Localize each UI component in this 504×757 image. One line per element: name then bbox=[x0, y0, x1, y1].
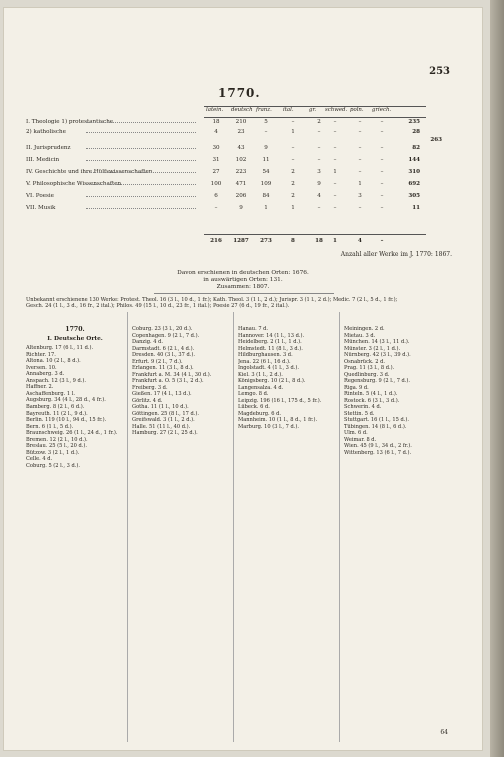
page-number: 253 bbox=[429, 66, 450, 77]
cell-value: 4 bbox=[317, 193, 321, 199]
subtotal-row bbox=[26, 136, 446, 146]
column-total: 8 bbox=[291, 238, 295, 244]
place-entry: Iversen. 10. bbox=[26, 364, 57, 371]
cell-value: – bbox=[317, 157, 321, 163]
cell-value: 84 bbox=[262, 193, 270, 199]
cell-value: – bbox=[291, 119, 295, 125]
place-entry: Bayreuth. 11 (2 l., 9 d.). bbox=[26, 410, 88, 417]
cell-value: 18 bbox=[212, 119, 220, 125]
row-total: 11 bbox=[412, 205, 420, 211]
cell-value: – bbox=[333, 181, 337, 187]
bottom-number: 64 bbox=[440, 729, 448, 736]
place-entry: Bremen. 12 (2 l., 10 d.). bbox=[26, 436, 88, 443]
place-entry: Nürnberg. 42 (3 l., 39 d.). bbox=[344, 352, 411, 359]
erschienen-line3: Zusammen: 1807. bbox=[216, 284, 270, 290]
place-entry: Regensburg. 9 (2 l., 7 d.). bbox=[344, 378, 411, 385]
sum-rule bbox=[204, 234, 426, 235]
place-entry: Lübeck. 6 d. bbox=[238, 404, 270, 411]
place-entry: Dresden. 40 (3 l., 37 d.). bbox=[132, 352, 195, 359]
place-entry: München. 14 (3 l., 11 d.). bbox=[344, 339, 410, 346]
row-total: 235 bbox=[408, 119, 420, 125]
page-edge bbox=[490, 0, 504, 757]
place-entry: Augsburg. 34 (4 l., 28 d., 4 fr.). bbox=[26, 397, 106, 404]
cell-value: – bbox=[333, 129, 337, 135]
cell-value: 9 bbox=[317, 181, 321, 187]
notes bbox=[26, 297, 466, 310]
place-entry: Greifswald. 3 (1 l., 2 d.). bbox=[132, 417, 195, 424]
place-entry: Schwerin. 4 d. bbox=[344, 404, 382, 411]
column-total: 1 bbox=[333, 238, 337, 244]
place-entry: Ulm. 6 d. bbox=[344, 430, 368, 437]
place-entry: Wittenberg. 13 (6 l., 7 d.). bbox=[344, 449, 412, 456]
summary-row bbox=[26, 204, 446, 214]
cell-value: – bbox=[317, 145, 321, 151]
cell-value: 223 bbox=[235, 169, 247, 175]
summary-row bbox=[26, 168, 446, 178]
place-entry: Celle. 4 d. bbox=[26, 456, 53, 463]
place-entry: Hanau. 7 d. bbox=[238, 326, 269, 332]
column-2 bbox=[132, 326, 230, 437]
totals-row bbox=[26, 237, 446, 247]
cell-value: – bbox=[333, 119, 337, 125]
column-4 bbox=[344, 326, 442, 456]
place-entry: Stuttgart. 16 (1 l., 15 d.). bbox=[344, 417, 409, 424]
cell-value: 3 bbox=[317, 169, 321, 175]
cell-value: – bbox=[317, 129, 321, 135]
column-total: 273 bbox=[260, 238, 272, 244]
erschienen-line1: Davon erschienen in deutschen Orten: 1676. bbox=[177, 270, 309, 276]
cell-value: 5 bbox=[264, 119, 268, 125]
place-entry: Danzig. 4 d. bbox=[132, 339, 163, 346]
cell-value: – bbox=[333, 157, 337, 163]
erschienen-line2: in auswärtigen Orten: 131. bbox=[203, 277, 283, 283]
place-entry: Osnabrück. 2 d. bbox=[344, 358, 386, 365]
place-entry: Haffner. 2. bbox=[26, 384, 54, 391]
summary-row bbox=[26, 156, 446, 166]
row-total: 305 bbox=[408, 193, 420, 199]
cell-value: – bbox=[358, 129, 362, 135]
leader-dots bbox=[86, 132, 196, 133]
row-label: VI. Poesie bbox=[26, 193, 54, 199]
place-entry: Freiberg. 3 d. bbox=[132, 384, 168, 391]
total-count: Anzahl aller Werke im J. 1770: 1867. bbox=[340, 251, 452, 258]
cell-value: – bbox=[380, 193, 384, 199]
place-entry: Kiel. 3 (1 l., 2 d.). bbox=[238, 371, 283, 378]
place-entry: Erfurt. 9 (2 l., 7 d.). bbox=[132, 358, 183, 365]
col-header: deutsch bbox=[231, 107, 253, 113]
place-entry: Wien. 45 (9 l., 34 d., 2 fr.). bbox=[344, 443, 412, 450]
cell-value: 43 bbox=[237, 145, 245, 151]
cell-value: 1 bbox=[291, 129, 295, 135]
place-entry: Berlin. 119 (10 l., 94 d., 15 fr.). bbox=[26, 417, 107, 424]
cell-value: – bbox=[358, 145, 362, 151]
column-total: 1287 bbox=[233, 238, 249, 244]
place-entry: Erlangen. 11 (3 l., 8 d.). bbox=[132, 365, 194, 372]
cell-value: 1 bbox=[333, 169, 337, 175]
cell-value: – bbox=[291, 157, 295, 163]
place-entry: Frankfurt a. M. 34 (4 l., 30 d.). bbox=[132, 371, 212, 378]
cell-value: 102 bbox=[235, 157, 247, 163]
place-entry: Richter. 17. bbox=[26, 351, 56, 358]
cell-value: – bbox=[380, 205, 384, 211]
summary-row bbox=[26, 192, 446, 202]
column-divider bbox=[127, 312, 128, 742]
place-entry: Helmstedt. 11 (8 l., 3 d.). bbox=[238, 345, 303, 352]
cell-value: – bbox=[380, 169, 384, 175]
place-entry: Marburg. 10 (3 l., 7 d.). bbox=[238, 423, 299, 430]
note-line: Gesch. 24 (1 l., 3 d., 16 fr., 2 ital.); Philos. 49 (15 l., 10 d., 23 fr., 1 ital.); Poesie 27 (6 d., 19 fr., 2 ital.). bbox=[26, 303, 290, 310]
divider bbox=[154, 293, 334, 294]
cell-value: 210 bbox=[235, 119, 247, 125]
cell-value: – bbox=[214, 205, 218, 211]
column-divider bbox=[339, 312, 340, 742]
summary-row bbox=[26, 118, 446, 128]
cell-value: 2 bbox=[317, 119, 321, 125]
col-header: franz. bbox=[256, 107, 272, 113]
cell-value: 23 bbox=[237, 129, 245, 135]
place-entry: Hannover. 14 (1 l., 13 d.). bbox=[238, 332, 305, 339]
cell-value: 471 bbox=[235, 181, 247, 187]
cell-value: 109 bbox=[260, 181, 272, 187]
row-label: 2) katholische bbox=[26, 129, 66, 135]
place-entry: Breslau. 25 (5 l., 20 d.). bbox=[26, 443, 88, 450]
place-entry: Coburg. 23 (3 l., 20 d.). bbox=[132, 326, 193, 332]
place-entry: Tübingen. 14 (8 l., 6 d.). bbox=[344, 423, 407, 430]
note-line: Unbekannt erschienene 130 Werke: Protest. Theol. 16 (3 l., 10 d., 1 fr.); Kath. Theol. 3 (1 l., 2 d.); Jurispr. 3 (1 l., 2 d.); Medic. 7 (2 l., 5 d., 1 fr.); bbox=[26, 297, 398, 303]
place-entry: Weimar. 8 d. bbox=[344, 436, 377, 443]
place-entry: Königsberg. 10 (2 l., 8 d.). bbox=[238, 378, 306, 385]
place-entry: Bützow. 3 (2 l., 1 d.). bbox=[26, 449, 80, 456]
cell-value: 31 bbox=[212, 157, 220, 163]
cell-value: 9 bbox=[264, 145, 268, 151]
place-entry: Annaberg. 3 d. bbox=[26, 371, 65, 378]
place-entry: Stettin. 5 d. bbox=[344, 410, 375, 417]
cell-value: – bbox=[317, 205, 321, 211]
row-total: 144 bbox=[408, 157, 420, 163]
row-label: IV. Geschichte und ihre Hülfswissenschaften bbox=[26, 169, 153, 175]
row-total: 310 bbox=[408, 169, 420, 175]
row-total: 82 bbox=[412, 145, 420, 151]
place-entry: Braunschweig. 26 (1 l., 24 d., 1 fr.). bbox=[26, 430, 118, 437]
cell-value: – bbox=[358, 119, 362, 125]
cell-value: 206 bbox=[235, 193, 247, 199]
col-header: poln. bbox=[350, 107, 364, 113]
leader-dots bbox=[86, 208, 196, 209]
place-entry: Leipzig. 196 (16 l., 175 d., 5 fr.). bbox=[238, 397, 322, 404]
place-entry: Prag. 11 (3 l., 8 d.). bbox=[344, 365, 395, 372]
cell-value: – bbox=[380, 157, 384, 163]
cell-value: – bbox=[291, 145, 295, 151]
leader-dots bbox=[86, 160, 196, 161]
place-entry: Gießen. 17 (4 l., 13 d.). bbox=[132, 391, 192, 398]
cell-value: 6 bbox=[214, 193, 218, 199]
place-entry: Riga. 9 d. bbox=[344, 384, 369, 391]
place-entry: Altenburg. 17 (6 l., 11 d.). bbox=[26, 345, 94, 352]
col-header: griech. bbox=[372, 107, 392, 113]
subtotal-value: 263 bbox=[430, 137, 442, 143]
leader-dots bbox=[86, 148, 196, 149]
cell-value: – bbox=[358, 205, 362, 211]
column-3 bbox=[238, 326, 336, 430]
place-entry: Halle. 51 (11 l., 40 d.). bbox=[132, 423, 191, 430]
cell-value: 54 bbox=[262, 169, 270, 175]
leader-dots bbox=[86, 122, 196, 123]
cell-value: 2 bbox=[291, 193, 295, 199]
place-entry: Mietau. 3 d. bbox=[344, 332, 376, 339]
cell-value: 27 bbox=[212, 169, 220, 175]
row-label: V. Philosophische Wissenschaften bbox=[26, 181, 122, 187]
leader-dots bbox=[86, 172, 196, 173]
cell-value: – bbox=[358, 169, 362, 175]
place-entry: Aschaffenburg. 1 l. bbox=[26, 390, 75, 397]
place-entry: Jena. 22 (6 l., 16 d.). bbox=[238, 358, 291, 365]
place-entry: Mannheim. 10 (1 l., 8 d., 1 fr.). bbox=[238, 417, 318, 424]
cell-value: 100 bbox=[210, 181, 222, 187]
column-total: 216 bbox=[210, 238, 222, 244]
column-divider bbox=[233, 312, 234, 742]
row-label: II. Jurisprudenz bbox=[26, 145, 71, 151]
summary-header bbox=[204, 106, 426, 118]
place-entry: Rostock. 6 (3 l., 3 d.). bbox=[344, 397, 400, 404]
cell-value: 1 bbox=[358, 181, 362, 187]
place-entry: Anspach. 12 (3 l., 9 d.). bbox=[26, 377, 87, 384]
column-1 bbox=[26, 312, 124, 469]
place-entry: Coburg. 5 (2 l., 3 d.). bbox=[26, 462, 80, 469]
col-header: ital. bbox=[283, 107, 294, 113]
cell-value: 1 bbox=[264, 205, 268, 211]
column-subheading: I. Deutsche Orte. bbox=[47, 335, 103, 342]
place-entry: Bern. 6 (1 l., 5 d.). bbox=[26, 423, 74, 430]
year-heading: 1770. bbox=[218, 86, 261, 100]
place-entry: Langensalza. 4 d. bbox=[238, 384, 284, 391]
place-entry: Meiningen. 2 d. bbox=[344, 326, 385, 332]
cell-value: – bbox=[333, 205, 337, 211]
cell-value: 30 bbox=[212, 145, 220, 151]
col-header: gr. bbox=[309, 107, 317, 113]
column-total: – bbox=[380, 238, 384, 244]
leader-dots bbox=[86, 184, 196, 185]
place-entry: Rinteln. 5 (4 l., 1 d.). bbox=[344, 391, 398, 398]
cell-value: – bbox=[358, 157, 362, 163]
cell-value: – bbox=[333, 145, 337, 151]
cell-value: – bbox=[380, 181, 384, 187]
row-total: 28 bbox=[412, 129, 420, 135]
cell-value: – bbox=[264, 129, 268, 135]
cell-value: – bbox=[380, 129, 384, 135]
place-entry: Darmstadt. 6 (2 l., 4 d.). bbox=[132, 345, 195, 352]
place-entry: Bamberg. 8 (2 l., 6 d.). bbox=[26, 403, 85, 410]
place-entry: Görlitz. 4 d. bbox=[132, 397, 163, 404]
row-total: 692 bbox=[408, 181, 420, 187]
place-entry: Quedlinburg. 3 d. bbox=[344, 371, 390, 378]
place-entry: Hamburg. 27 (2 l., 25 d.). bbox=[132, 430, 198, 437]
book-page bbox=[4, 8, 482, 750]
col-header: latein. bbox=[206, 107, 224, 113]
place-entry: Magdeburg. 6 d. bbox=[238, 410, 282, 417]
column-total: 4 bbox=[358, 238, 362, 244]
row-label: VII. Musik bbox=[26, 205, 56, 211]
cell-value: – bbox=[380, 119, 384, 125]
place-entry: Frankfurt a. O. 5 (3 l., 2 d.). bbox=[132, 378, 204, 385]
place-entry: Copenhagen. 9 (2 l., 7 d.). bbox=[132, 332, 200, 339]
leader-dots bbox=[86, 196, 196, 197]
place-entry: Altona. 10 (2 l., 8 d.). bbox=[26, 358, 81, 365]
cell-value: 9 bbox=[239, 205, 243, 211]
cell-value: – bbox=[380, 145, 384, 151]
row-label: III. Medicin bbox=[26, 157, 60, 163]
row-label: I. Theologie 1) protestantische bbox=[26, 119, 114, 125]
column-heading: 1770. bbox=[65, 326, 85, 333]
place-entry: Ingolstadt. 4 (1 l., 3 d.). bbox=[238, 365, 300, 372]
column-total: 18 bbox=[315, 238, 323, 244]
summary-row bbox=[26, 180, 446, 190]
col-header: schwed. bbox=[325, 107, 348, 113]
cell-value: 2 bbox=[291, 169, 295, 175]
place-entry: Göttingen. 25 (8 l., 17 d.). bbox=[132, 410, 199, 417]
cell-value: 3 bbox=[358, 193, 362, 199]
cell-value: 1 bbox=[291, 205, 295, 211]
cell-value: – bbox=[333, 193, 337, 199]
cell-value: 11 bbox=[262, 157, 270, 163]
place-entry: Heidelberg. 2 (1 l., 1 d.). bbox=[238, 339, 302, 346]
place-entry: Gotha. 11 (1 l., 10 d.). bbox=[132, 404, 189, 411]
place-entry: Münster. 3 (2 l., 1 d.). bbox=[344, 345, 401, 352]
place-entry: Lemgo. 8 d. bbox=[238, 391, 269, 398]
place-entry: Hildburghausen. 3 d. bbox=[238, 352, 293, 359]
cell-value: 4 bbox=[214, 129, 218, 135]
cell-value: 2 bbox=[291, 181, 295, 187]
